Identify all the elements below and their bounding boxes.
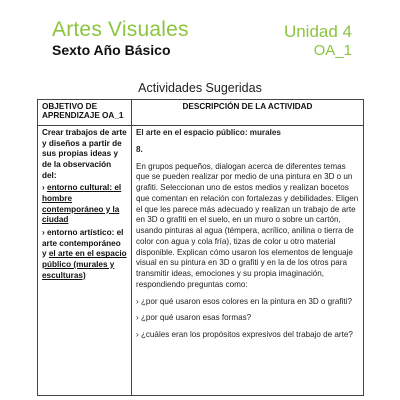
objective-item-cultural xyxy=(42,183,127,226)
table-row xyxy=(38,126,364,396)
objective-item-cultural-text: entorno cultural: el hombre contemporáneo y la ciudad xyxy=(42,183,122,225)
oa-label: OA_1 xyxy=(313,42,352,59)
activity-number: 8. xyxy=(136,144,143,154)
section-title: Actividades Sugeridas xyxy=(138,81,262,95)
activity-question: › ¿cuáles eran los propósitos expresivos del trabajo de arte? xyxy=(136,330,353,339)
activity-question: › ¿por qué usaron esos colores en la pintura en 3D o grafiti? xyxy=(136,296,352,306)
objective-intro: Crear trabajos de arte y diseños a partir de sus propias ideas y de la observación del: xyxy=(42,128,127,180)
objective-cell xyxy=(38,126,132,396)
description-column-header: DESCRIPCIÓN DE LA ACTIVIDAD xyxy=(132,100,364,126)
unit-label: Unidad 4 xyxy=(283,22,352,41)
objective-column-header: OBJETIVO DE APRENDIZAJE OA_1 xyxy=(38,100,132,126)
activity-cell xyxy=(132,126,364,396)
activity-description: En grupos pequeños, dialogan acerca de diferentes temas que se pueden realizar por medio de una pintura en 3D o un grafiti. Seleccionan uno de estos medios y realizan bocetos que comentan en relación con fortalezas y debilidades. Eligen el que les parece más adecuado y realizan un trabajo de arte en 3D o grafiti en el suelo, en un muro o sobre un cartón, usando pinturas al agua (témpera, acrílico, anilina o tierra de color con agua y cola fría), tizas de color u otro material disponible. Explican cómo usaron los elementos de lenguaje visual en su pintura en 3D o grafiti y en la de los otros para transmitir ideas, emociones y su propia imaginación, respondiendo preguntas como: xyxy=(136,161,359,289)
grade-label: Sexto Año Básico xyxy=(52,42,171,58)
table-header-row xyxy=(38,100,364,126)
objective-item-artistic xyxy=(42,228,127,281)
activity-title: El arte en el espacio público: murales xyxy=(136,128,281,137)
activities-table xyxy=(37,99,364,396)
subject-title: Artes Visuales xyxy=(52,18,189,41)
objective-item-artistic-text: el arte en el espacio público (murales y esculturas) xyxy=(42,249,127,280)
activity-question: › ¿por qué usaron esas formas? xyxy=(136,313,252,323)
objective-item-artistic-prefix: › entorno artístico: el arte contemporáneo y xyxy=(42,227,124,259)
bullet: › xyxy=(42,183,48,193)
